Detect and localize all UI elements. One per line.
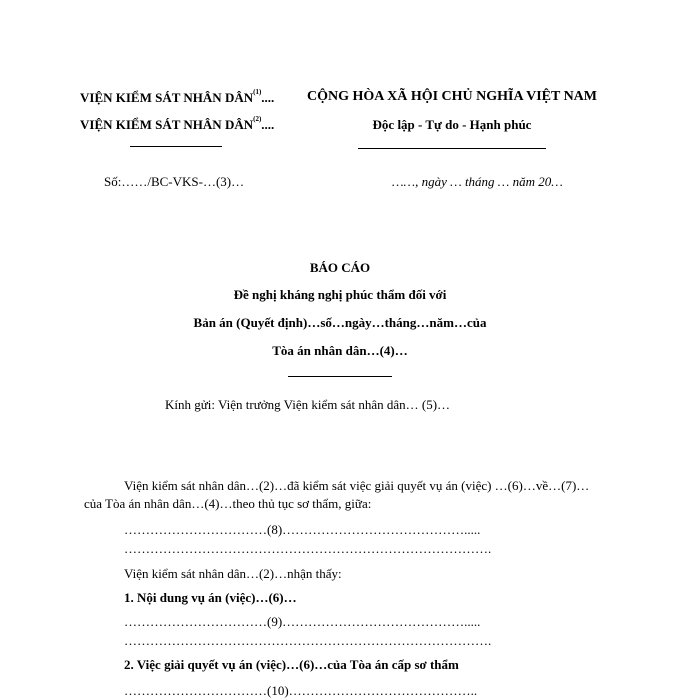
section-1-heading: 1. Nội dung vụ án (việc)…(6)… <box>124 590 297 605</box>
body-paragraph-1-line-1: Viện kiểm sát nhân dân…(2)…đã kiểm sát việc giải quyết vụ án (việc) …(6)…về…(7)… <box>124 478 590 493</box>
left-header-underline <box>130 146 222 147</box>
section-2-heading: 2. Việc giải quyết vụ án (việc)…(6)…của Tòa án cấp sơ thẩm <box>124 657 459 672</box>
footnote-marker-2: (2) <box>253 115 262 123</box>
national-motto: Độc lập - Tự do - Hạnh phúc <box>372 117 532 132</box>
fill-in-line-10a: ……………………………(10)…………………………………….. <box>124 683 478 698</box>
document-type-heading: BÁO CÁO <box>309 260 371 275</box>
issuing-agency-text: VIỆN KIỂM SÁT NHÂN DÂN <box>80 117 254 132</box>
title-underline <box>288 376 392 377</box>
fill-in-line-8b: …………………………………………………………………………. <box>124 541 492 556</box>
document-number: Số:……/BC-VKS-…(3)… <box>104 174 245 189</box>
body-paragraph-2: Viện kiểm sát nhân dân…(2)…nhận thấy: <box>124 566 342 581</box>
issuing-agency-superior-text: VIỆN KIỂM SÁT NHÂN DÂN <box>80 90 254 105</box>
issuing-agency-tail: .... <box>261 117 275 132</box>
recipient-line: Kính gửi: Viện trưởng Viện kiểm sát nhân dân… (5)… <box>165 397 451 412</box>
fill-in-line-9b: …………………………………………………………………………. <box>124 633 492 648</box>
right-header-underline <box>358 148 546 149</box>
body-paragraph-1-line-2: của Tòa án nhân dân…(4)…theo thủ tục sơ thẩm, giữa: <box>84 496 372 511</box>
issuing-agency <box>80 117 274 133</box>
title-line-2: Bản án (Quyết định)…số…ngày…tháng…năm…của <box>193 315 487 330</box>
footnote-marker-1: (1) <box>253 88 262 96</box>
title-line-1: Đề nghị kháng nghị phúc thẩm đối với <box>233 287 447 302</box>
document-date: ……, ngày … tháng … năm 20… <box>392 174 563 189</box>
issuing-agency-superior <box>80 90 274 106</box>
title-line-3: Tòa án nhân dân…(4)… <box>272 343 408 358</box>
fill-in-line-8a: ……………………………(8)……………………………………..... <box>124 522 481 537</box>
issuing-agency-superior-tail: .... <box>261 90 275 105</box>
national-title: CỘNG HÒA XÃ HỘI CHỦ NGHĨA VIỆT NAM <box>306 89 597 104</box>
fill-in-line-9a: ……………………………(9)……………………………………..... <box>124 614 481 629</box>
